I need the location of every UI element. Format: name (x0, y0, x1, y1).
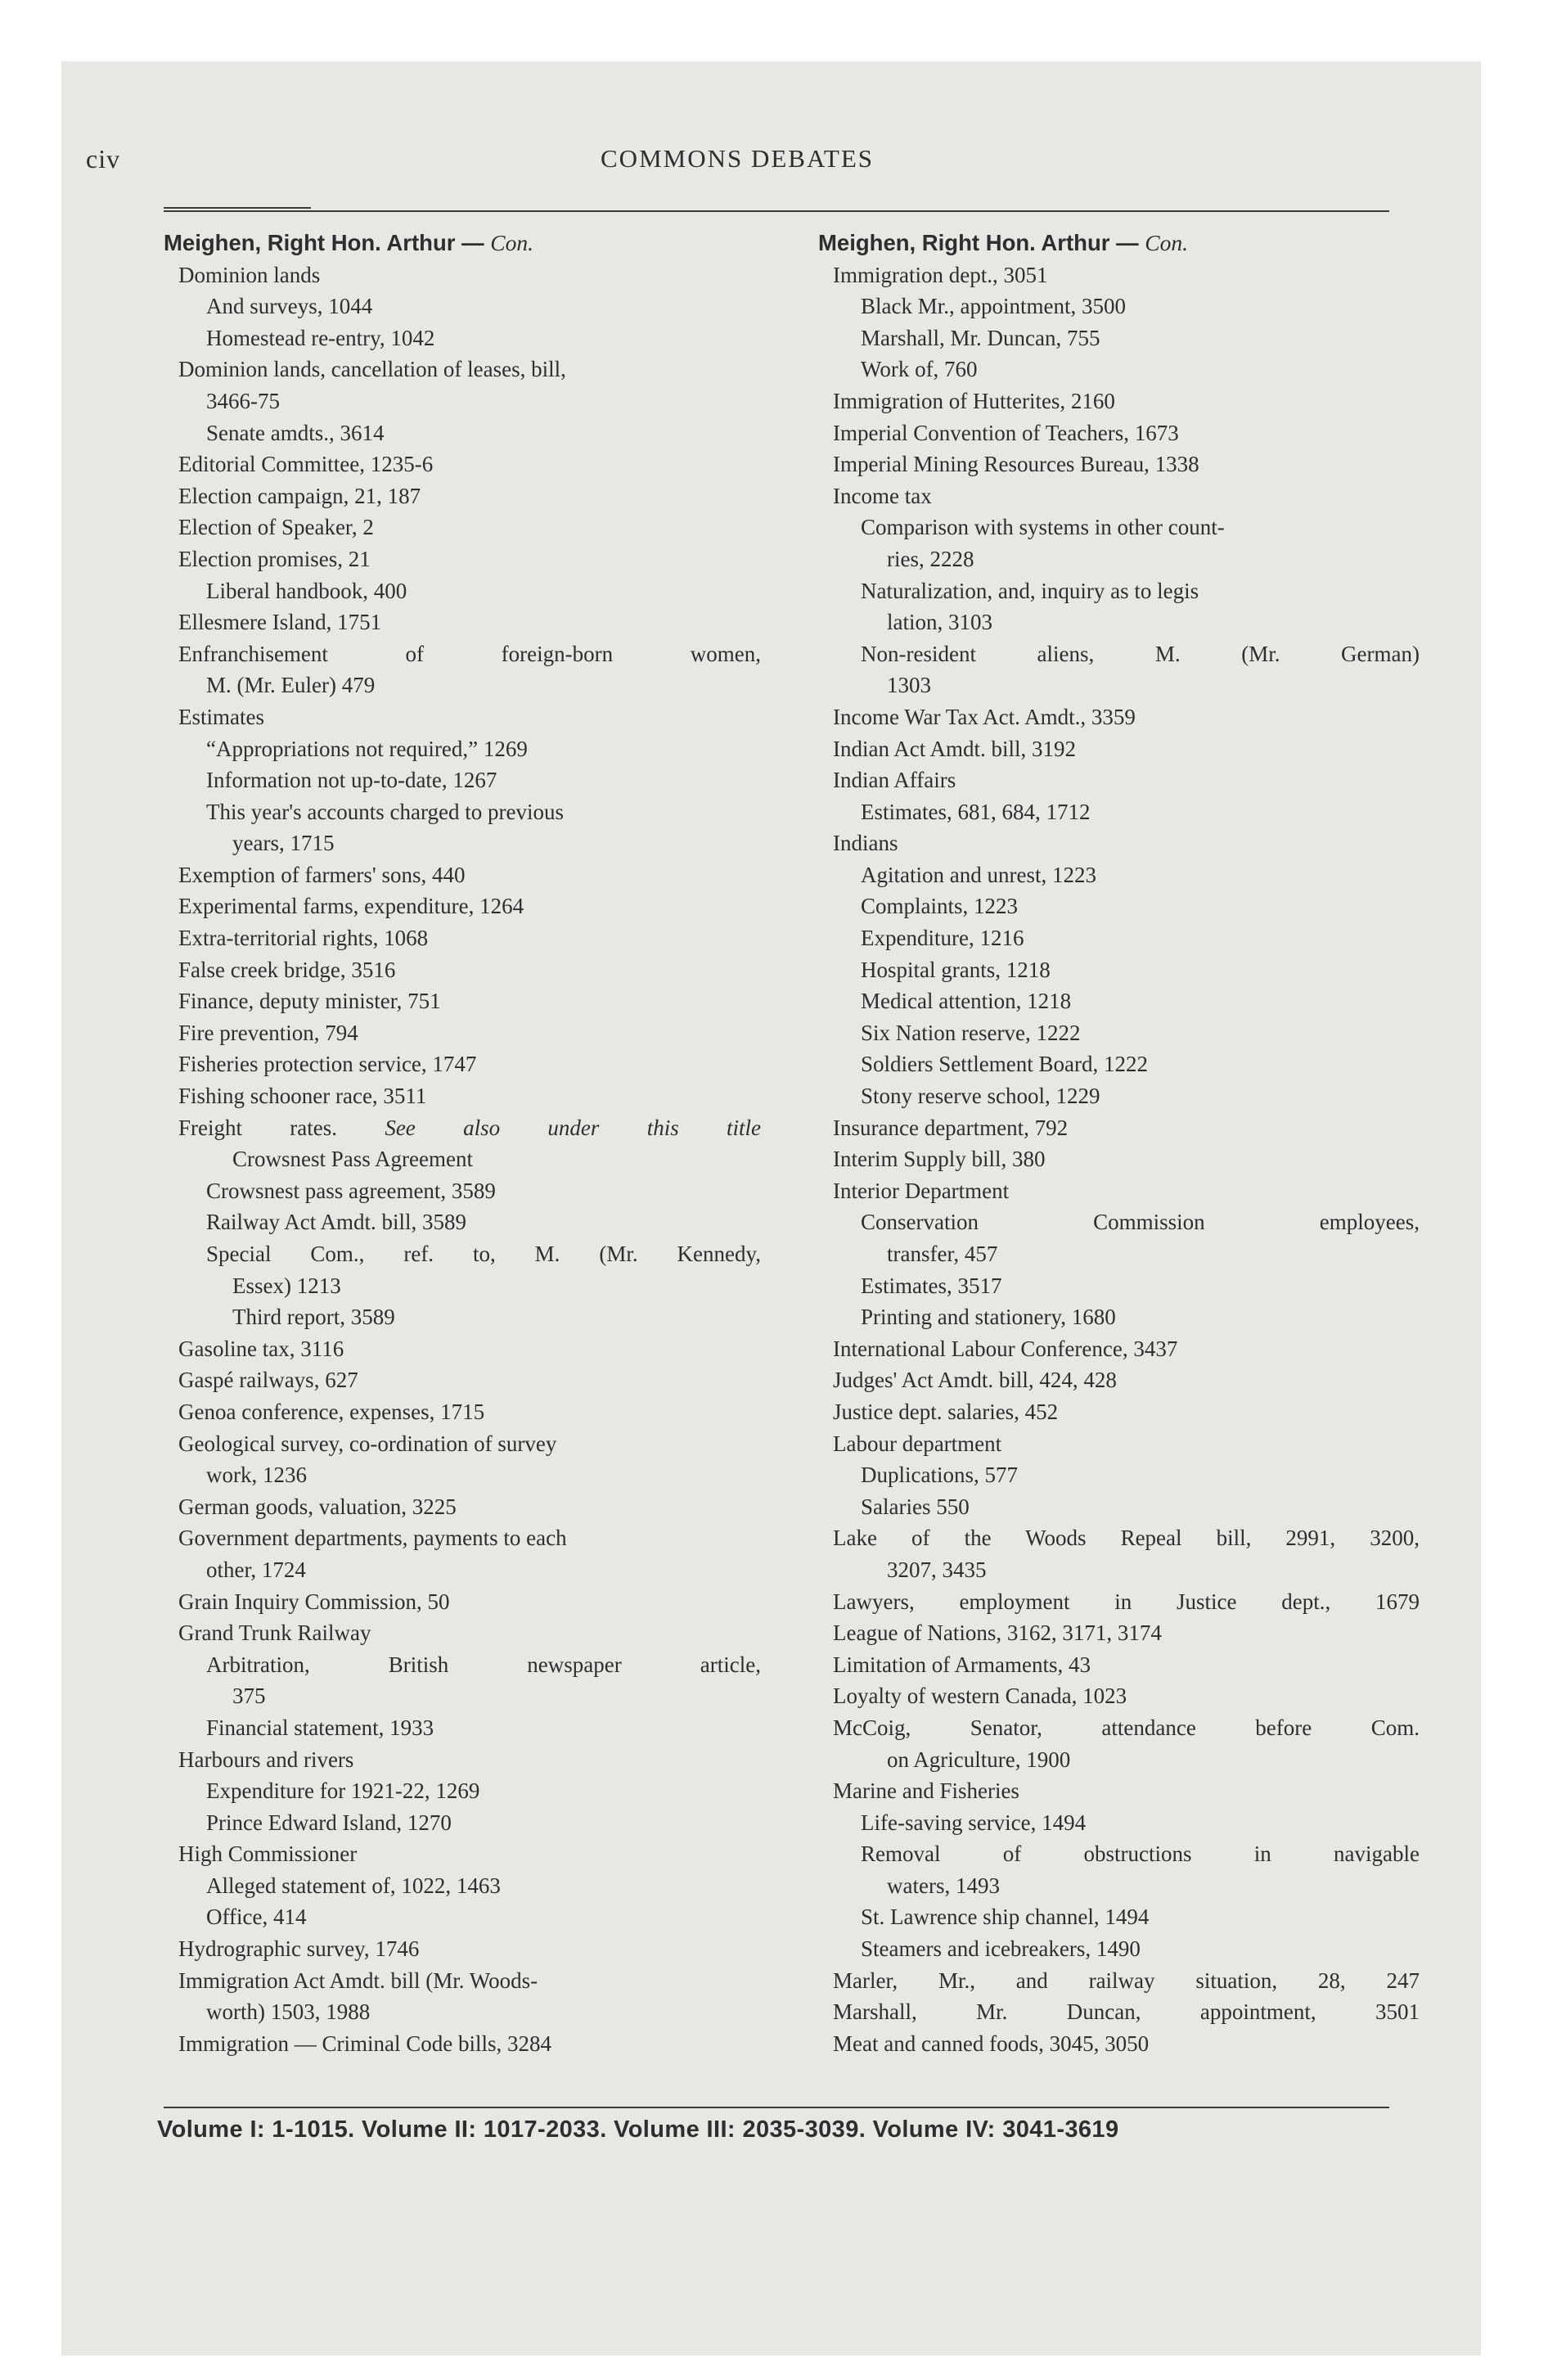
index-subentry: Prince Edward Island, 1270 (206, 1810, 452, 1835)
index-entry: League of Nations, 3162, 3171, 3174 (833, 1620, 1162, 1646)
index-entry: Finance, deputy minister, 751 (178, 989, 441, 1014)
index-subentry: St. Lawrence ship channel, 1494 (861, 1904, 1150, 1930)
entry-text: Freight rates. (178, 1115, 338, 1140)
index-entry: High Commissioner (178, 1841, 358, 1867)
heading-name: Meighen, Right Hon. Arthur — (164, 230, 484, 255)
index-subentry: Estimates, 681, 684, 1712 (861, 799, 1091, 824)
index-entry: Grain Inquiry Commission, 50 (178, 1589, 450, 1614)
index-subentry: ries, 2228 (887, 546, 974, 571)
index-entry: Grand Trunk Railway (178, 1620, 371, 1646)
index-subentry: Expenditure, 1216 (861, 926, 1024, 951)
index-column-left (164, 228, 761, 2059)
heading-name: Meighen, Right Hon. Arthur — (818, 230, 1139, 255)
index-entry: Fisheries protection service, 1747 (178, 1052, 477, 1077)
index-subentry: Conservation Commission employees, (861, 1210, 1420, 1235)
index-entry: McCoig, Senator, attendance before Com. (833, 1715, 1420, 1740)
index-entry: Fire prevention, 794 (178, 1020, 358, 1045)
index-subentry: Information not up-to-date, 1267 (206, 768, 497, 793)
volume-pagination-footer: Volume I: 1-1015. Volume II: 1017-2033. Volume III: 2035-3039. Volume IV: 3041-3619 (157, 2116, 1119, 2143)
index-subentry: Steamers and icebreakers, 1490 (861, 1936, 1141, 1962)
index-subentry: Agitation and unrest, 1223 (861, 862, 1096, 887)
index-entry: Immigration of Hutterites, 2160 (833, 388, 1115, 413)
index-entry: Gaspé railways, 627 (178, 1368, 358, 1393)
index-entry: Enfranchisement of foreign-born women, (178, 641, 761, 666)
index-subentry: Hospital grants, 1218 (861, 957, 1051, 982)
index-entry: Extra-territorial rights, 1068 (178, 926, 429, 951)
header-rule (164, 207, 311, 209)
index-subentry: Alleged statement of, 1022, 1463 (206, 1873, 501, 1898)
index-entry: Interim Supply bill, 380 (833, 1147, 1046, 1172)
index-entry: Dominion lands, cancellation of leases, bill, (178, 357, 566, 382)
index-entry: Experimental farms, expenditure, 1264 (178, 894, 524, 919)
index-entry: Labour department (833, 1431, 1002, 1456)
index-subentry: Stony reserve school, 1229 (861, 1084, 1100, 1109)
continued-marker: Con. (490, 230, 533, 255)
index-subentry: This year's accounts charged to previous (206, 799, 564, 824)
index-entry: False creek bridge, 3516 (178, 957, 396, 982)
index-subentry: Expenditure for 1921-22, 1269 (206, 1778, 480, 1804)
index-subentry: And surveys, 1044 (206, 294, 373, 319)
index-subentry: Printing and stationery, 1680 (861, 1305, 1116, 1330)
index-subentry: Financial statement, 1933 (206, 1715, 434, 1740)
index-entry: Estimates (178, 704, 264, 729)
index-subentry: other, 1724 (206, 1557, 306, 1582)
index-subentry: work, 1236 (206, 1463, 307, 1488)
index-subentry: on Agriculture, 1900 (887, 1747, 1071, 1772)
index-heading (164, 228, 761, 259)
index-entry: International Labour Conference, 3437 (833, 1336, 1178, 1361)
index-entry: German goods, valuation, 3225 (178, 1494, 457, 1519)
index-subentry: Office, 414 (206, 1904, 307, 1930)
index-subentry: Liberal handbook, 400 (206, 578, 407, 603)
index-subentry: 375 (232, 1684, 266, 1709)
index-entry: Marler, Mr., and railway situation, 28, 247 (833, 1968, 1420, 1993)
index-subentry: 1303 (887, 673, 931, 698)
index-subentry: Estimates, 3517 (861, 1273, 1002, 1298)
index-entry: Immigration dept., 3051 (833, 262, 1048, 287)
index-subentry: Special Com., ref. to, M. (Mr. Kennedy, (206, 1242, 761, 1266)
index-subentry: 3466-75 (206, 388, 280, 413)
index-subentry: Senate amdts., 3614 (206, 420, 385, 445)
index-entry: Lake of the Woods Repeal bill, 2991, 3200, (833, 1526, 1420, 1551)
index-entry: Indian Act Amdt. bill, 3192 (833, 736, 1076, 761)
index-entry: Government departments, payments to each (178, 1526, 567, 1551)
index-subentry: Naturalization, and, inquiry as to legis (861, 578, 1199, 603)
index-entry: Genoa conference, expenses, 1715 (178, 1399, 485, 1424)
index-entry: Editorial Committee, 1235-6 (178, 452, 434, 477)
index-subentry: Marshall, Mr. Duncan, 755 (861, 325, 1100, 350)
index-subentry: Arbitration, British newspaper article, (206, 1652, 761, 1677)
index-subentry: Non-resident aliens, M. (Mr. German) (861, 641, 1420, 666)
index-subentry: Complaints, 1223 (861, 894, 1019, 919)
index-subentry: Third report, 3589 (232, 1305, 395, 1330)
index-entry: Harbours and rivers (178, 1747, 354, 1772)
index-entry: Imperial Convention of Teachers, 1673 (833, 420, 1179, 445)
index-entry: Fishing schooner race, 3511 (178, 1084, 427, 1109)
index-entry: Election of Speaker, 2 (178, 515, 374, 540)
index-subentry: waters, 1493 (887, 1873, 1000, 1898)
index-entry: Marshall, Mr. Duncan, appointment, 3501 (833, 1999, 1420, 2025)
index-subentry: Crowsnest Pass Agreement (232, 1147, 473, 1172)
index-entry: Lawyers, employment in Justice dept., 1679 (833, 1589, 1420, 1614)
continued-marker: Con. (1145, 230, 1188, 255)
cross-reference: See also under this title (385, 1115, 762, 1140)
header-rule (164, 210, 1389, 212)
index-entry: Income War Tax Act. Amdt., 3359 (833, 704, 1136, 729)
index-entry: Election promises, 21 (178, 546, 371, 571)
index-entry: Exemption of farmers' sons, 440 (178, 862, 466, 887)
index-entry: Justice dept. salaries, 452 (833, 1399, 1059, 1424)
index-entry: Immigration — Criminal Code bills, 3284 (178, 2031, 551, 2056)
index-entry: Gasoline tax, 3116 (178, 1336, 344, 1361)
index-subentry: Life-saving service, 1494 (861, 1810, 1087, 1835)
index-subentry: years, 1715 (232, 831, 335, 856)
index-column-right (818, 228, 1420, 2059)
index-subentry: worth) 1503, 1988 (206, 1999, 371, 2025)
index-subentry: Work of, 760 (861, 357, 978, 382)
index-entry: Ellesmere Island, 1751 (178, 610, 382, 635)
index-entry: Interior Department (833, 1178, 1010, 1203)
index-entry: Indian Affairs (833, 768, 956, 793)
index-entry: Indians (833, 831, 898, 856)
index-subentry: Soldiers Settlement Board, 1222 (861, 1052, 1148, 1077)
index-subentry: Medical attention, 1218 (861, 989, 1072, 1014)
index-entry: Geological survey, co-ordination of survey (178, 1431, 557, 1456)
index-entry: Imperial Mining Resources Bureau, 1338 (833, 452, 1199, 477)
index-subentry: Salaries 550 (861, 1494, 970, 1519)
index-subentry: transfer, 457 (887, 1242, 998, 1266)
index-heading (818, 228, 1420, 259)
index-subentry: Removal of obstructions in navigable (861, 1841, 1420, 1867)
index-subentry: Crowsnest pass agreement, 3589 (206, 1178, 496, 1203)
running-title: COMMONS DEBATES (601, 144, 875, 173)
index-subentry: Essex) 1213 (232, 1273, 341, 1298)
index-subentry: Six Nation reserve, 1222 (861, 1020, 1081, 1045)
index-entry: Income tax (833, 483, 932, 508)
index-subentry: 3207, 3435 (887, 1557, 987, 1582)
index-entry: Hydrographic survey, 1746 (178, 1936, 420, 1962)
index-entry (164, 1112, 761, 1144)
index-entry: Immigration Act Amdt. bill (Mr. Woods- (178, 1968, 538, 1993)
index-entry: Limitation of Armaments, 43 (833, 1652, 1091, 1677)
index-subentry: M. (Mr. Euler) 479 (206, 673, 376, 698)
index-subentry: Railway Act Amdt. bill, 3589 (206, 1210, 466, 1235)
index-subentry: Duplications, 577 (861, 1463, 1018, 1488)
index-entry: Dominion lands (178, 262, 321, 287)
index-subentry: lation, 3103 (887, 610, 992, 635)
page-folio: civ (86, 144, 121, 174)
index-entry: Judges' Act Amdt. bill, 424, 428 (833, 1368, 1117, 1393)
index-entry: Election campaign, 21, 187 (178, 483, 421, 508)
footer-rule (164, 2107, 1389, 2108)
index-entry: Meat and canned foods, 3045, 3050 (833, 2031, 1150, 2056)
index-subentry: Comparison with systems in other count- (861, 515, 1225, 540)
index-entry: Insurance department, 792 (833, 1115, 1069, 1140)
index-entry: Marine and Fisheries (833, 1778, 1019, 1804)
index-subentry: Black Mr., appointment, 3500 (861, 294, 1126, 319)
index-subentry: “Appropriations not required,” 1269 (206, 736, 528, 761)
index-subentry: Homestead re-entry, 1042 (206, 325, 435, 350)
index-entry: Loyalty of western Canada, 1023 (833, 1684, 1127, 1709)
